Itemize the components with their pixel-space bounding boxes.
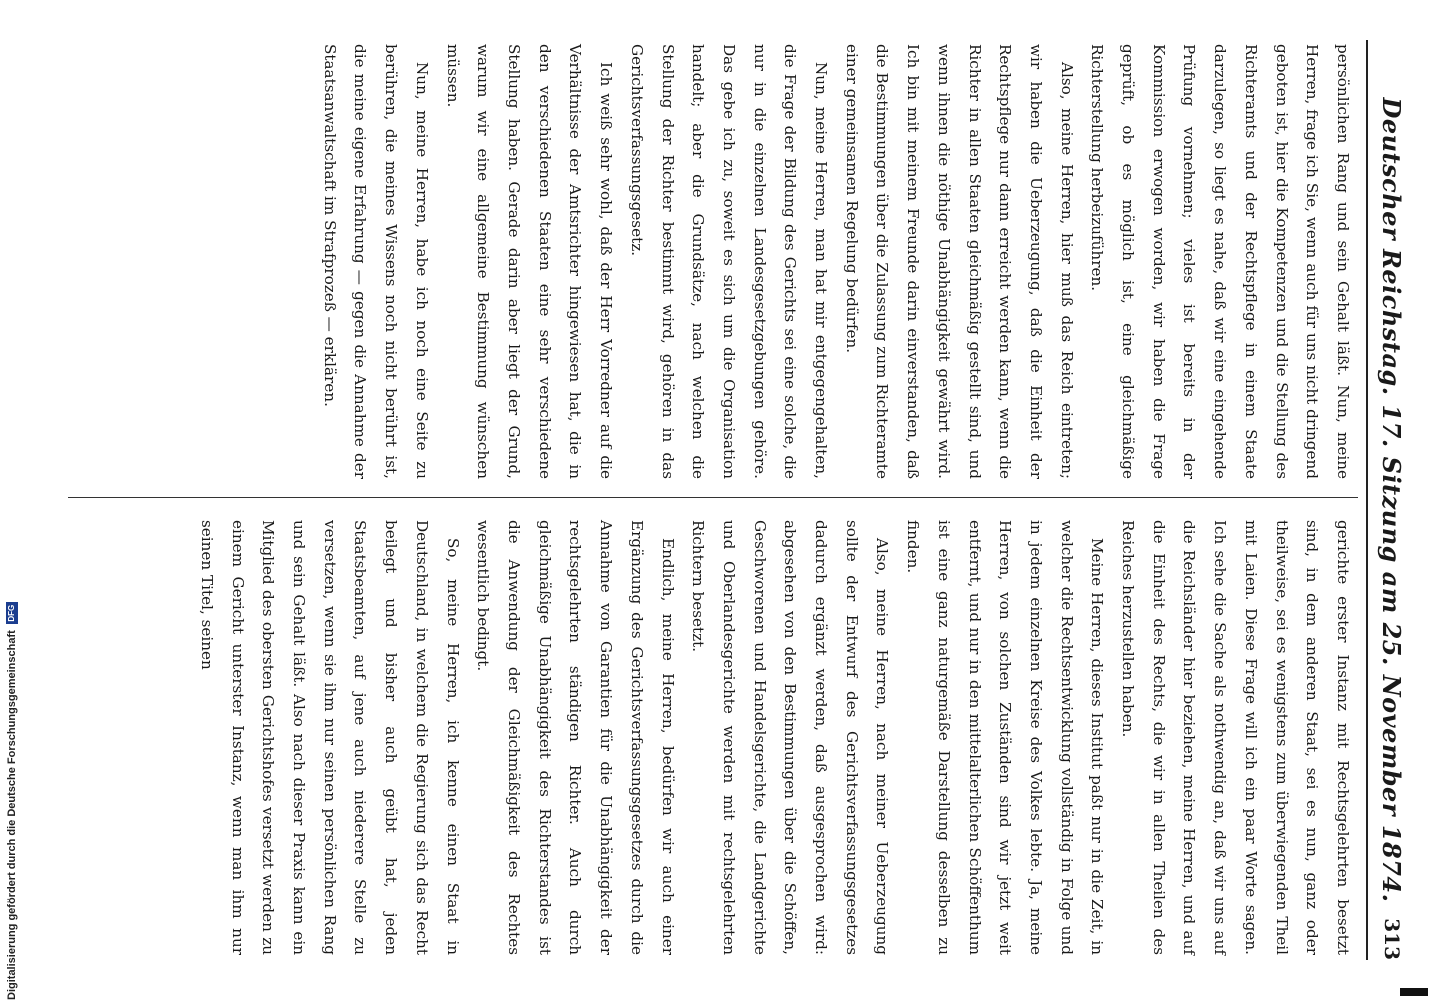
paragraph: Also, meine Herren, nach meiner Ueberzeugung sollte der Entwurf des Gerichtsverfassungsgesetzes dadurch ergänzt werden, daß ausgesprochen wird: abgesehen von den Bestimmungen über die Schöffen, Geschworenen und Handelsgerichte, die Landgerichte und Oberlandesgerichte werden mit rechtsgelehrten Richtern besetzt. <box>689 520 892 955</box>
text-column-right <box>191 520 1358 955</box>
page-title: Deutscher Reichstag. 17. Sitzung am 25. November 1874. <box>1377 97 1406 903</box>
paragraph: gerichte erster Instanz mit Rechtsgelehrten besetzt sind, in dem anderen Staat, sei es nun, ganz oder theilweise, sei es wenigstens zum überwiegenden Theil mit Laien. Diese Frage will ich ein paar Worte sagen. Ich sehe die Sache als nothwendig an, daß wir uns auf die Reichsländer hier beziehen, meine Herren, und auf die Einheit des Rechts, die wir in allen Theilen des Reiches herzustellen haben. <box>1119 520 1352 955</box>
paragraph: Nun, meine Herren, man hat mir entgegengehalten, die Frage der Bildung des Gerichts sei eine solche, die nur in die einzelnen Landesgesetzgebungen gehöre. Das gebe ich zu, soweit es sich um die Organisation handelt; aber die Grundsätze, nach welchen die Stellung der Richter bestimmt wird, gehören in das Gerichtsverfassungsgesetz. <box>627 44 831 479</box>
paragraph: Nun, meine Herren, habe ich noch eine Seite zu berühren, die meines Wissens noch nicht berührt ist, die meine eigene Erfahrung — gegen die Annahme der Staatsanwaltschaft im Strafprozeß — erklären. <box>320 44 431 479</box>
page-number: 313 <box>1380 918 1404 960</box>
page-header <box>1370 40 1410 960</box>
paragraph: Meine Herren, dieses Institut paßt nur in die Zeit, in welcher die Rechtsentwicklung vollständig in Folge und in jedem einzelnen Kreise des Volkes lebte. Ja, meine Herren, von solchen Zuständen sind wir jetzt weit entfernt, und nur in den mittelalterlichen Schöffenthum ist eine ganz naturgemäße Darstellung desselben zu finden. <box>904 520 1107 955</box>
scan-edge-mark <box>1400 988 1428 996</box>
paragraph: Also, meine Herren, hier muß das Reich eintreten; wir haben die Ueberzeugung, daß die Einheit der Rechtspflege nur dann erreicht werden kann, wenn die Richter in allen Staaten gleichmäßig gestellt sind, und wenn ihnen die nöthige Unabhängigkeit gewährt wird. Ich bin mit meinem Freunde darin einverstanden, daß die Bestimmungen über die Zulassung zum Richteramte einer gemeinsamen Regelung bedürfen. <box>842 44 1076 479</box>
paragraph: Endlich, meine Herren, bedürfen wir auch einer Ergänzung des Gerichtsverfassungsgesetzes durch die Annahme von Garantien für die Unabhängigkeit der rechtsgelehrten ständigen Richter. Auch durch gleichmäßige Unabhängigkeit des Richterstandes ist die Anwendung der Gleichmäßigkeit des Rechtes wesentlich bedingt. <box>474 520 677 955</box>
paragraph: Ich weiß sehr wohl, daß der Herr Vorredner auf die Verhältnisse der Amtsrichter hingewiesen hat, die in den verschiedenen Staaten eine sehr verschiedene Stellung haben. Gerade darin aber liegt der Grund, warum wir eine allgemeine Bestimmung wünschen müssen. <box>443 44 616 479</box>
dfg-logo-icon: DFG <box>6 602 18 624</box>
column-divider <box>68 497 1358 498</box>
paragraph: So, meine Herren, ich kenne einen Staat in Deutschland, in welchem die Regierung sich das Recht beilegt und bisher auch geübt hat, jeden Staatsbeamten, auf jene auch niederere Stelle zu versetzen, wenn sie ihm nur seinen persönlichen Rang und sein Gehalt läßt. Also nach dieser Praxis kann ein Mitglied des obersten Gerichtshofes versetzt werden zu einem Gericht unterster Instanz, wenn man ihm nur seinen Titel, seinen <box>197 520 462 955</box>
credit-text: Digitalisierung gefördert durch die Deutsche Forschungsgemeinschaft <box>6 630 18 1000</box>
digitization-credit <box>6 602 18 1000</box>
text-column-left <box>314 44 1358 479</box>
paragraph: persönlichen Rang und sein Gehalt läßt. Nun, meine Herren, frage ich Sie, wenn auch für uns nicht dringend geboten ist, hier die Kompetenzen und die Stellung des Richteramts und der Rechtspflege in einem Staate darzulegen, so liegt es nahe, daß wir eine eingehende Prüfung vornehmen; vieles ist bereits in der Kommission erwogen worden, wir haben die Frage geprüft, ob es möglich ist, eine gleichmäßige Richterstellung herbeizuführen. <box>1088 44 1352 479</box>
header-rule <box>1366 40 1368 960</box>
